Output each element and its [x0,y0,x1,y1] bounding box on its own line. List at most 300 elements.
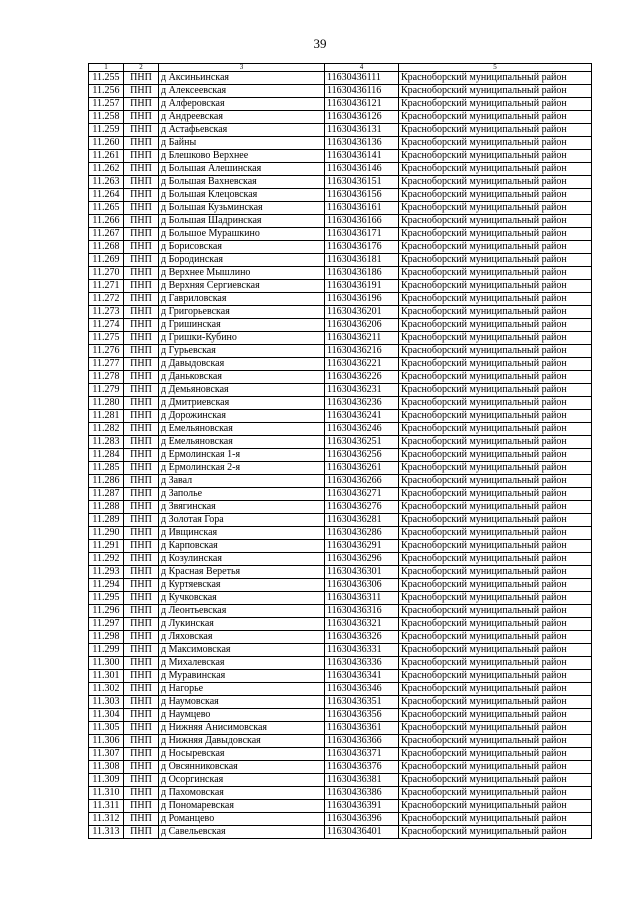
cell-settlement-name: д Михалевская [159,657,325,670]
cell-type: ПНП [124,605,159,618]
cell-number: 11.256 [89,85,124,98]
cell-number: 11.305 [89,722,124,735]
table-row [89,124,592,137]
cell-region: Красноборский муниципальный район [399,358,592,371]
table-row [89,774,592,787]
table-row [89,696,592,709]
table-row [89,384,592,397]
cell-code: 11630436401 [325,826,399,839]
table-row [89,579,592,592]
cell-code: 11630436216 [325,345,399,358]
cell-settlement-name: д Большая Клецовская [159,189,325,202]
cell-code: 11630436136 [325,137,399,150]
cell-code: 11630436221 [325,358,399,371]
table-row [89,813,592,826]
cell-code: 11630436186 [325,267,399,280]
cell-code: 11630436336 [325,657,399,670]
table-row [89,826,592,839]
cell-type: ПНП [124,488,159,501]
cell-settlement-name: д Емельяновская [159,436,325,449]
table-row [89,163,592,176]
cell-settlement-name: д Ляховская [159,631,325,644]
cell-number: 11.308 [89,761,124,774]
cell-region: Красноборский муниципальный район [399,202,592,215]
cell-code: 11630436296 [325,553,399,566]
cell-region: Красноборский муниципальный район [399,488,592,501]
cell-settlement-name: д Емельяновская [159,423,325,436]
cell-code: 11630436151 [325,176,399,189]
cell-code: 11630436111 [325,72,399,85]
table-row [89,540,592,553]
cell-type: ПНП [124,72,159,85]
cell-settlement-name: д Куртяевская [159,579,325,592]
cell-code: 11630436366 [325,735,399,748]
table-row [89,514,592,527]
cell-region: Красноборский муниципальный район [399,683,592,696]
cell-number: 11.307 [89,748,124,761]
cell-region: Красноборский муниципальный район [399,163,592,176]
cell-number: 11.274 [89,319,124,332]
table-row [89,228,592,241]
table-header-row [89,64,592,72]
table-row [89,683,592,696]
cell-type: ПНП [124,501,159,514]
table-row [89,527,592,540]
cell-region: Красноборский муниципальный район [399,254,592,267]
table-row [89,293,592,306]
table-row [89,657,592,670]
cell-code: 11630436226 [325,371,399,384]
cell-type: ПНП [124,644,159,657]
cell-number: 11.290 [89,527,124,540]
column-header-number: 1 [89,64,124,72]
cell-settlement-name: д Григорьевская [159,306,325,319]
cell-type: ПНП [124,189,159,202]
cell-type: ПНП [124,449,159,462]
cell-type: ПНП [124,787,159,800]
table-row [89,215,592,228]
cell-type: ПНП [124,462,159,475]
cell-number: 11.262 [89,163,124,176]
cell-settlement-name: д Большая Алешинская [159,163,325,176]
cell-region: Красноборский муниципальный район [399,111,592,124]
table-row [89,72,592,85]
cell-code: 11630436311 [325,592,399,605]
cell-number: 11.310 [89,787,124,800]
cell-type: ПНП [124,527,159,540]
cell-settlement-name: д Астафьевская [159,124,325,137]
cell-code: 11630436251 [325,436,399,449]
cell-number: 11.270 [89,267,124,280]
cell-settlement-name: д Наумовская [159,696,325,709]
cell-region: Красноборский муниципальный район [399,293,592,306]
table-row [89,150,592,163]
cell-number: 11.291 [89,540,124,553]
cell-settlement-name: д Верхнее Мышлино [159,267,325,280]
cell-code: 11630436356 [325,709,399,722]
cell-region: Красноборский муниципальный район [399,605,592,618]
cell-code: 11630436191 [325,280,399,293]
cell-region: Красноборский муниципальный район [399,72,592,85]
cell-number: 11.271 [89,280,124,293]
cell-region: Красноборский муниципальный район [399,241,592,254]
cell-code: 11630436161 [325,202,399,215]
table-row [89,462,592,475]
cell-type: ПНП [124,150,159,163]
cell-code: 11630436301 [325,566,399,579]
table-row [89,449,592,462]
cell-number: 11.258 [89,111,124,124]
table-row [89,436,592,449]
cell-code: 11630436156 [325,189,399,202]
cell-number: 11.302 [89,683,124,696]
cell-settlement-name: д Леонтьевская [159,605,325,618]
cell-settlement-name: д Андреевская [159,111,325,124]
cell-region: Красноборский муниципальный район [399,124,592,137]
column-header-name: 3 [159,64,325,72]
cell-region: Красноборский муниципальный район [399,345,592,358]
cell-settlement-name: д Большая Вахневская [159,176,325,189]
table-row [89,358,592,371]
cell-type: ПНП [124,319,159,332]
cell-settlement-name: д Пономаревская [159,800,325,813]
cell-type: ПНП [124,410,159,423]
table-row [89,488,592,501]
cell-region: Красноборский муниципальный район [399,566,592,579]
table-row [89,280,592,293]
cell-type: ПНП [124,540,159,553]
cell-settlement-name: д Козулинская [159,553,325,566]
cell-code: 11630436171 [325,228,399,241]
table-row [89,761,592,774]
cell-type: ПНП [124,397,159,410]
cell-region: Красноборский муниципальный район [399,826,592,839]
cell-region: Красноборский муниципальный район [399,410,592,423]
cell-settlement-name: д Аксиньинская [159,72,325,85]
cell-type: ПНП [124,111,159,124]
cell-number: 11.273 [89,306,124,319]
cell-type: ПНП [124,748,159,761]
cell-region: Красноборский муниципальный район [399,696,592,709]
cell-code: 11630436276 [325,501,399,514]
cell-type: ПНП [124,618,159,631]
cell-settlement-name: д Гришки-Кубино [159,332,325,345]
cell-number: 11.277 [89,358,124,371]
cell-type: ПНП [124,85,159,98]
cell-region: Красноборский муниципальный район [399,85,592,98]
cell-type: ПНП [124,228,159,241]
cell-settlement-name: д Дмитриевская [159,397,325,410]
table-row [89,111,592,124]
table-row [89,423,592,436]
cell-settlement-name: д Байны [159,137,325,150]
cell-number: 11.280 [89,397,124,410]
cell-number: 11.309 [89,774,124,787]
cell-code: 11630436201 [325,306,399,319]
cell-type: ПНП [124,813,159,826]
table-row [89,618,592,631]
cell-code: 11630436266 [325,475,399,488]
cell-code: 11630436176 [325,241,399,254]
cell-type: ПНП [124,761,159,774]
cell-number: 11.303 [89,696,124,709]
cell-code: 11630436256 [325,449,399,462]
cell-region: Красноборский муниципальный район [399,475,592,488]
cell-code: 11630436386 [325,787,399,800]
cell-number: 11.263 [89,176,124,189]
cell-code: 11630436306 [325,579,399,592]
cell-region: Красноборский муниципальный район [399,449,592,462]
cell-settlement-name: д Большое Мурашкино [159,228,325,241]
cell-number: 11.299 [89,644,124,657]
cell-type: ПНП [124,631,159,644]
cell-type: ПНП [124,774,159,787]
table-row [89,397,592,410]
cell-region: Красноборский муниципальный район [399,397,592,410]
cell-type: ПНП [124,722,159,735]
cell-number: 11.306 [89,735,124,748]
column-header-region: 5 [399,64,592,72]
cell-region: Красноборский муниципальный район [399,215,592,228]
cell-region: Красноборский муниципальный район [399,436,592,449]
cell-region: Красноборский муниципальный район [399,423,592,436]
cell-type: ПНП [124,553,159,566]
cell-settlement-name: д Алферовская [159,98,325,111]
cell-number: 11.296 [89,605,124,618]
table-row [89,410,592,423]
cell-type: ПНП [124,371,159,384]
cell-region: Красноборский муниципальный район [399,540,592,553]
cell-region: Красноборский муниципальный район [399,748,592,761]
cell-region: Красноборский муниципальный район [399,774,592,787]
cell-settlement-name: д Верхняя Сергиевская [159,280,325,293]
cell-type: ПНП [124,826,159,839]
cell-number: 11.293 [89,566,124,579]
cell-number: 11.255 [89,72,124,85]
cell-settlement-name: д Гавриловская [159,293,325,306]
cell-settlement-name: д Дорожинская [159,410,325,423]
cell-region: Красноборский муниципальный район [399,813,592,826]
cell-region: Красноборский муниципальный район [399,670,592,683]
table-row [89,501,592,514]
cell-number: 11.276 [89,345,124,358]
cell-settlement-name: д Давыдовская [159,358,325,371]
cell-settlement-name: д Ермолинская 2-я [159,462,325,475]
cell-settlement-name: д Нижняя Давыдовская [159,735,325,748]
cell-settlement-name: д Осоргинская [159,774,325,787]
table-row [89,553,592,566]
table-row [89,800,592,813]
cell-number: 11.294 [89,579,124,592]
cell-type: ПНП [124,514,159,527]
cell-settlement-name: д Савельевская [159,826,325,839]
cell-settlement-name: д Борисовская [159,241,325,254]
table-row [89,137,592,150]
cell-code: 11630436291 [325,540,399,553]
cell-settlement-name: д Большая Кузьминская [159,202,325,215]
cell-type: ПНП [124,670,159,683]
cell-number: 11.313 [89,826,124,839]
cell-type: ПНП [124,176,159,189]
cell-number: 11.304 [89,709,124,722]
table-row [89,475,592,488]
cell-type: ПНП [124,436,159,449]
cell-settlement-name: д Лукинская [159,618,325,631]
cell-number: 11.301 [89,670,124,683]
table-row [89,722,592,735]
cell-code: 11630436126 [325,111,399,124]
cell-number: 11.266 [89,215,124,228]
table-row [89,241,592,254]
cell-settlement-name: д Демьяновская [159,384,325,397]
cell-code: 11630436331 [325,644,399,657]
cell-type: ПНП [124,579,159,592]
cell-region: Красноборский муниципальный район [399,176,592,189]
cell-settlement-name: д Ивщинская [159,527,325,540]
cell-region: Красноборский муниципальный район [399,787,592,800]
cell-settlement-name: д Ермолинская 1-я [159,449,325,462]
cell-type: ПНП [124,267,159,280]
cell-number: 11.295 [89,592,124,605]
table-row [89,735,592,748]
cell-region: Красноборский муниципальный район [399,553,592,566]
cell-type: ПНП [124,124,159,137]
cell-region: Красноборский муниципальный район [399,592,592,605]
cell-type: ПНП [124,657,159,670]
cell-code: 11630436341 [325,670,399,683]
cell-number: 11.268 [89,241,124,254]
cell-type: ПНП [124,683,159,696]
cell-settlement-name: д Блешково Верхнее [159,150,325,163]
cell-number: 11.288 [89,501,124,514]
cell-code: 11630436241 [325,410,399,423]
cell-region: Красноборский муниципальный район [399,267,592,280]
cell-type: ПНП [124,566,159,579]
table-row [89,332,592,345]
table-row [89,254,592,267]
table-row [89,644,592,657]
cell-type: ПНП [124,163,159,176]
table-row [89,306,592,319]
cell-code: 11630436351 [325,696,399,709]
cell-region: Красноборский муниципальный район [399,722,592,735]
cell-settlement-name: д Завал [159,475,325,488]
cell-code: 11630436181 [325,254,399,267]
cell-number: 11.272 [89,293,124,306]
cell-type: ПНП [124,332,159,345]
cell-code: 11630436236 [325,397,399,410]
cell-code: 11630436271 [325,488,399,501]
cell-region: Красноборский муниципальный район [399,332,592,345]
cell-code: 11630436146 [325,163,399,176]
cell-region: Красноборский муниципальный район [399,280,592,293]
cell-number: 11.311 [89,800,124,813]
cell-code: 11630436121 [325,98,399,111]
cell-number: 11.284 [89,449,124,462]
cell-code: 11630436231 [325,384,399,397]
cell-code: 11630436346 [325,683,399,696]
table-row [89,85,592,98]
cell-type: ПНП [124,384,159,397]
cell-code: 11630436381 [325,774,399,787]
cell-region: Красноборский муниципальный район [399,462,592,475]
page-number: 39 [313,36,327,51]
cell-region: Красноборский муниципальный район [399,228,592,241]
cell-settlement-name: д Большая Шадринская [159,215,325,228]
cell-type: ПНП [124,592,159,605]
cell-region: Красноборский муниципальный район [399,150,592,163]
cell-settlement-name: д Овсянниковская [159,761,325,774]
cell-code: 11630436396 [325,813,399,826]
cell-number: 11.282 [89,423,124,436]
cell-region: Красноборский муниципальный район [399,319,592,332]
registry-table [88,63,592,839]
cell-region: Красноборский муниципальный район [399,735,592,748]
cell-number: 11.297 [89,618,124,631]
cell-settlement-name: д Карповская [159,540,325,553]
cell-code: 11630436116 [325,85,399,98]
cell-region: Красноборский муниципальный район [399,384,592,397]
cell-settlement-name: д Муравинская [159,670,325,683]
table-row [89,748,592,761]
cell-region: Красноборский муниципальный район [399,579,592,592]
table-row [89,566,592,579]
cell-type: ПНП [124,254,159,267]
cell-region: Красноборский муниципальный район [399,631,592,644]
cell-settlement-name: д Пахомовская [159,787,325,800]
cell-code: 11630436361 [325,722,399,735]
cell-type: ПНП [124,475,159,488]
table-row [89,592,592,605]
cell-type: ПНП [124,358,159,371]
cell-number: 11.264 [89,189,124,202]
cell-number: 11.278 [89,371,124,384]
table-row [89,371,592,384]
cell-code: 11630436246 [325,423,399,436]
cell-type: ПНП [124,709,159,722]
cell-code: 11630436261 [325,462,399,475]
cell-settlement-name: д Носыревская [159,748,325,761]
table-row [89,787,592,800]
table-row [89,319,592,332]
cell-code: 11630436166 [325,215,399,228]
cell-number: 11.286 [89,475,124,488]
cell-settlement-name: д Гурьевская [159,345,325,358]
cell-code: 11630436371 [325,748,399,761]
cell-type: ПНП [124,202,159,215]
cell-code: 11630436326 [325,631,399,644]
table-row [89,631,592,644]
cell-settlement-name: д Нижняя Анисимовская [159,722,325,735]
cell-number: 11.279 [89,384,124,397]
cell-settlement-name: д Заполье [159,488,325,501]
cell-type: ПНП [124,280,159,293]
cell-number: 11.257 [89,98,124,111]
cell-region: Красноборский муниципальный район [399,501,592,514]
cell-type: ПНП [124,241,159,254]
cell-number: 11.267 [89,228,124,241]
cell-type: ПНП [124,98,159,111]
cell-code: 11630436206 [325,319,399,332]
column-header-type: 2 [124,64,159,72]
cell-settlement-name: д Золотая Гора [159,514,325,527]
cell-code: 11630436316 [325,605,399,618]
cell-settlement-name: д Алексеевская [159,85,325,98]
cell-number: 11.289 [89,514,124,527]
table-row [89,189,592,202]
column-header-code: 4 [325,64,399,72]
table-row [89,98,592,111]
